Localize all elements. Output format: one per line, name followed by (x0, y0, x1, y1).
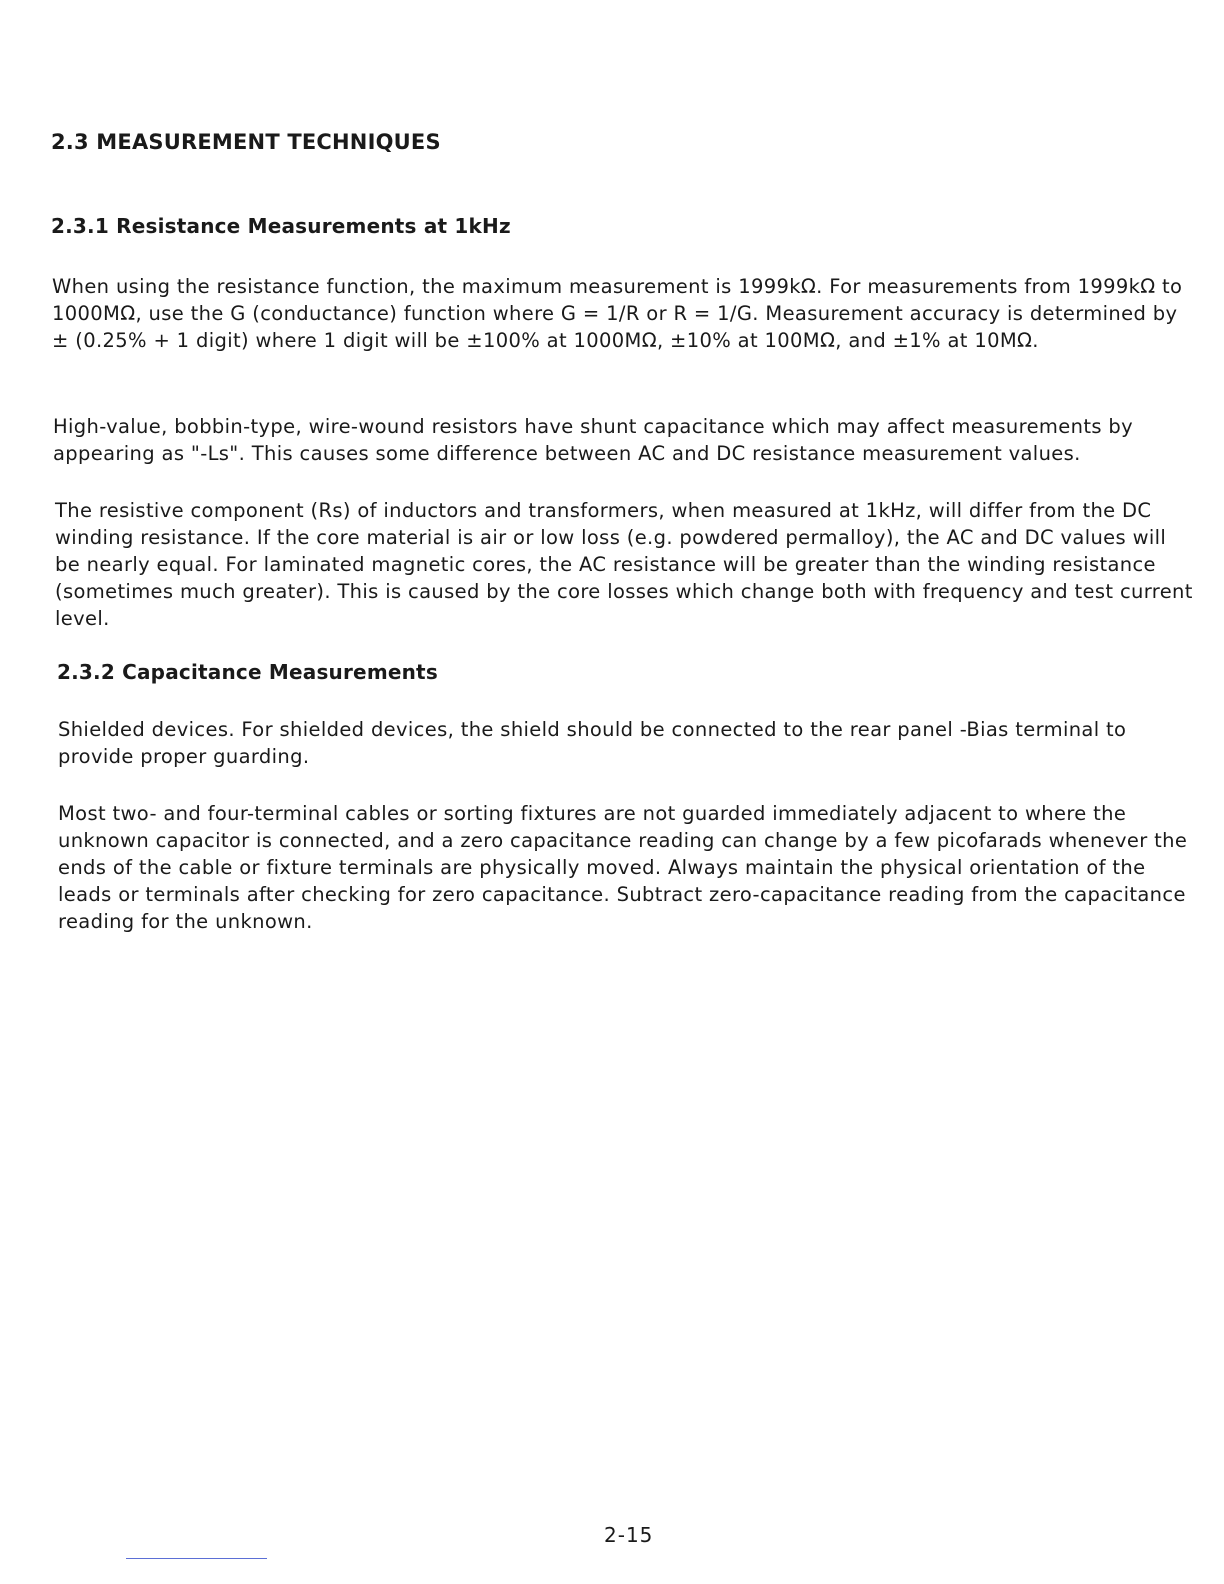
page-number: 2-15 (604, 1523, 654, 1547)
resistance-paragraph-range: When using the resistance function, the maximum measurement is 1999kΩ. For measurements from 1999kΩ to 1000MΩ, use the G (conductance) function where G = 1/R or R = 1/G. Measurement accuracy is determined by ± (0.25% + 1 digit) where 1 digit will be ±100% at 1000MΩ, ±10% at 100MΩ, and ±1% at 10MΩ. (52, 275, 1183, 352)
resistance-paragraph-wire-wound: High-value, bobbin-type, wire-wound resistors have shunt capacitance which may affect measurements by appearing as "-Ls". This causes some difference between AC and DC resistance measurement values. (53, 415, 1133, 465)
section-title: 2.3 MEASUREMENT TECHNIQUES (51, 130, 441, 154)
resistance-paragraph-inductors: The resistive component (Rs) of inductors and transformers, when measured at 1kHz, will differ from the DC winding resistance. If the core material is air or low loss (e.g. powdered permalloy), the AC and DC values will be nearly equal. For laminated magnetic cores, the AC resistance will be greater than the winding resistance (sometimes much greater). This is caused by the core losses which change both with frequency and test current level. (55, 499, 1193, 630)
capacitance-paragraph-cables: Most two- and four-terminal cables or sorting fixtures are not guarded immediately adjacent to where the unknown capacitor is connected, and a zero capacitance reading can change by a few picofarads whenever the ends of the cable or fixture terminals are physically moved. Always maintain the physical orientation of the leads or terminals after checking for zero capacitance. Subtract zero-capacitance reading from the capacitance reading for the unknown. (58, 802, 1188, 933)
resistance-subsection-title: 2.3.1 Resistance Measurements at 1kHz (51, 214, 511, 238)
capacitance-subsection-title: 2.3.2 Capacitance Measurements (57, 660, 438, 684)
footer-rule (126, 1558, 267, 1559)
capacitance-paragraph-shielded: Shielded devices. For shielded devices, the shield should be connected to the rear panel -Bias terminal to provide proper guarding. (58, 718, 1127, 768)
